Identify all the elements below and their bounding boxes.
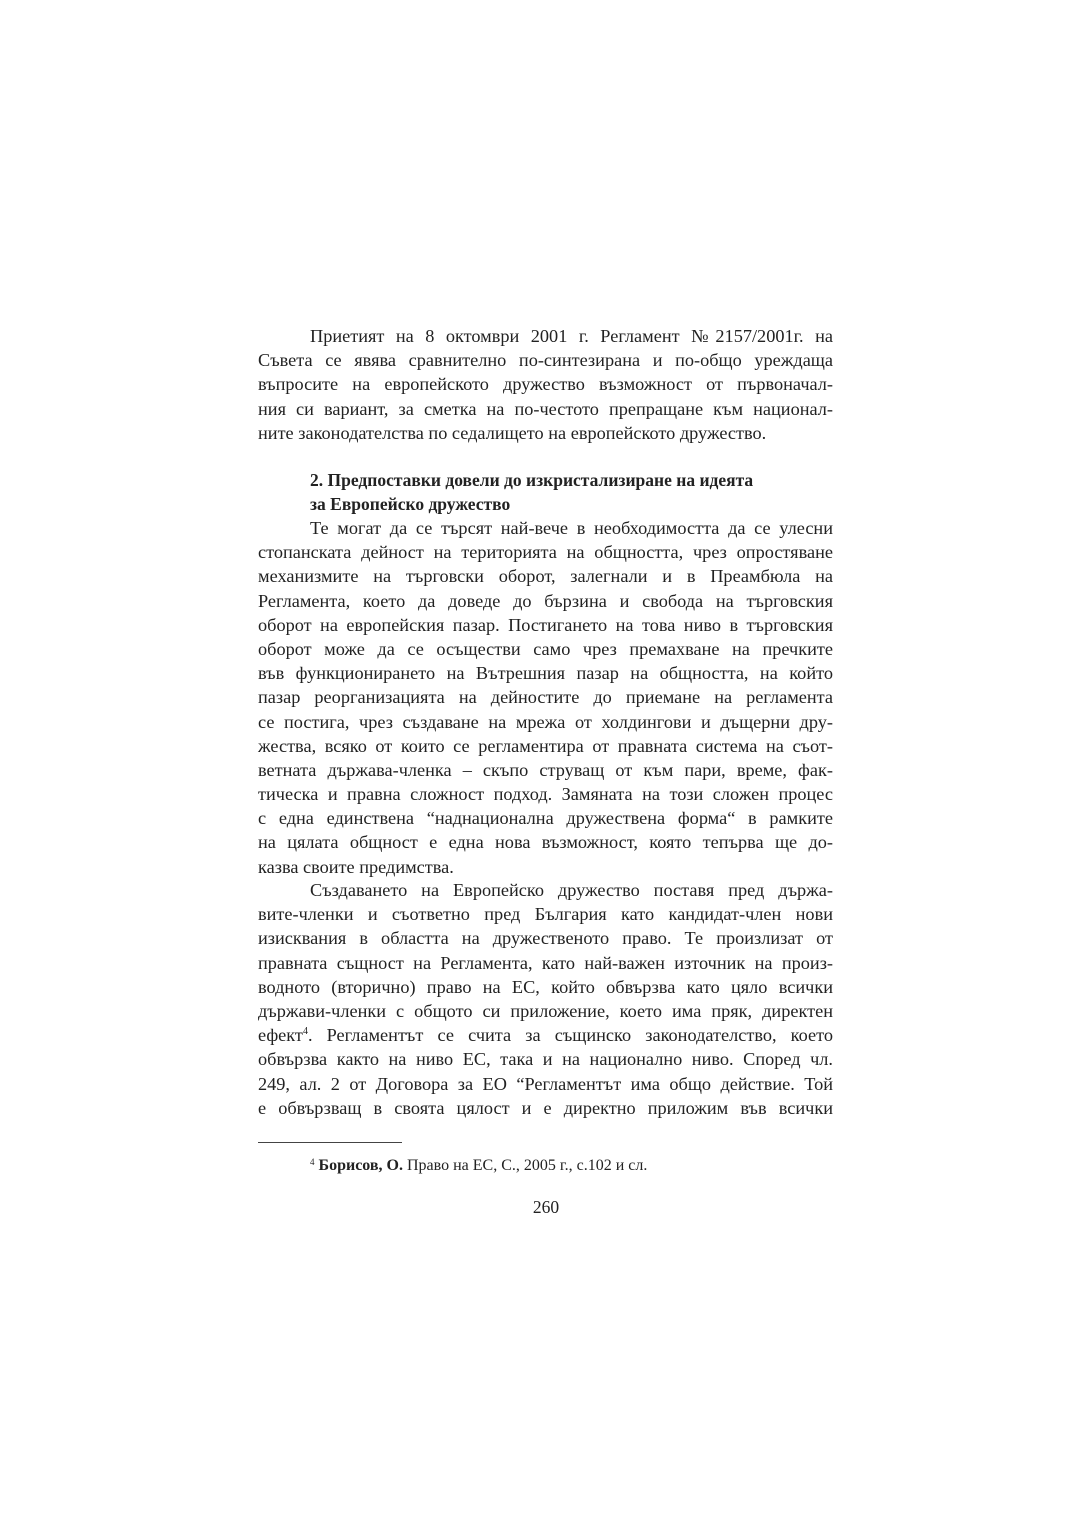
paragraph-line: Съвета се явява сравнително по-синтезирана и по-общо уреждаща xyxy=(258,350,833,371)
paragraph-line: на цялата общност е една нова възможност, която тепърва ще до- xyxy=(258,832,833,853)
paragraph-line: тическа и правна сложност подход. Замяната на този сложен процес xyxy=(258,784,833,805)
paragraph-text: . Регламентът се счита за същинско законодателство, което xyxy=(307,1025,833,1046)
paragraph-line: пазар реорганизацията на дейностите до приемане на регламента xyxy=(258,687,833,708)
paragraph-line: жества, всяко от които се регламентира от правната система на съот- xyxy=(258,735,833,756)
paragraph-line: стопанската дейност на територията на общността, чрез опростяване xyxy=(258,542,833,563)
paragraph-line: е обвързващ в своята цялост и е директно приложим във всички xyxy=(258,1097,833,1118)
paragraph-1 xyxy=(258,324,833,445)
paragraph-2 xyxy=(258,516,833,879)
paragraph-line: въпросите на европейското дружество възможност от първоначал- xyxy=(258,374,833,395)
section-heading-line-1: 2. Предпоставки довели до изкристализиране на идеята xyxy=(310,470,754,490)
paragraph-line: с една единствена “наднационална дружествена форма“ в рамките xyxy=(258,808,833,829)
footnote-divider xyxy=(258,1142,402,1143)
page-number: 260 xyxy=(532,1197,560,1217)
paragraph-line: Създаването на Европейско дружество поставя пред държа- xyxy=(310,880,833,900)
paragraph-line: се постига, чрез създаване на мрежа от холдингови и дъщерни дру- xyxy=(258,711,833,732)
footnote-author: Борисов, О. xyxy=(318,1157,403,1174)
paragraph-line: Приетият на 8 октомври 2001 г. Регламент №2157/2001г. на xyxy=(310,326,833,346)
paragraph-line: казва своите предимства. xyxy=(258,856,454,877)
paragraph-line: механизмите на търговски оборот, залегнали и в Преамбюла на xyxy=(258,566,833,587)
footnote-marker: 4 xyxy=(310,1157,315,1167)
paragraph-line-with-footnote-ref xyxy=(258,1023,833,1047)
paragraph-line: Регламента, което да доведе до бързина и свобода на търговския xyxy=(258,590,833,611)
paragraph-line: ветната държава-членка – скъпо струващ от към пари, време, фак- xyxy=(258,759,833,780)
paragraph-line: във функционирането на Вътрешния пазар на общността, на който xyxy=(258,663,833,684)
paragraph-line: оборот може да се осъществи само чрез премахване на пречките xyxy=(258,638,833,659)
footnote xyxy=(310,1156,647,1176)
paragraph-3 xyxy=(258,878,833,1120)
paragraph-text: ефект xyxy=(258,1025,303,1046)
paragraph-line: правната същност на Регламента, като най-важен източник на произ- xyxy=(258,952,833,973)
paragraph-line: държави-членки с общото си приложение, което има пряк, директен xyxy=(258,1000,833,1021)
paragraph-line: ните законодателства по седалището на европейското дружество. xyxy=(258,422,767,443)
footnote-reference[interactable]: 4 xyxy=(302,1026,308,1038)
paragraph-line: оборот на европейския пазар. Постигането на това ниво в търговския xyxy=(258,614,833,635)
paragraph-line: Те могат да се търсят най-вече в необходимостта да се улесни xyxy=(310,518,833,538)
paragraph-line: обвързва както на ниво ЕС, така и на национално ниво. Според чл. xyxy=(258,1049,833,1070)
paragraph-line: ния си вариант, за сметка на по-честото препращане към национал- xyxy=(258,398,833,419)
paragraph-line: 249, ал. 2 от Договора за ЕО “Регламентът има общо действие. Той xyxy=(258,1073,833,1094)
section-heading-line-2: за Европейско дружество xyxy=(310,494,511,515)
section-heading xyxy=(310,468,833,516)
footnote-text: Право на ЕС, С., 2005 г., с.102 и сл. xyxy=(402,1157,648,1174)
paragraph-line: водното (вторично) право на ЕС, който обвързва като цяло всички xyxy=(258,976,833,997)
paragraph-line: вите-членки и съответно пред България като кандидат-член нови xyxy=(258,904,833,925)
paragraph-line: изисквания в областта на дружественото право. Те произлизат от xyxy=(258,928,833,949)
